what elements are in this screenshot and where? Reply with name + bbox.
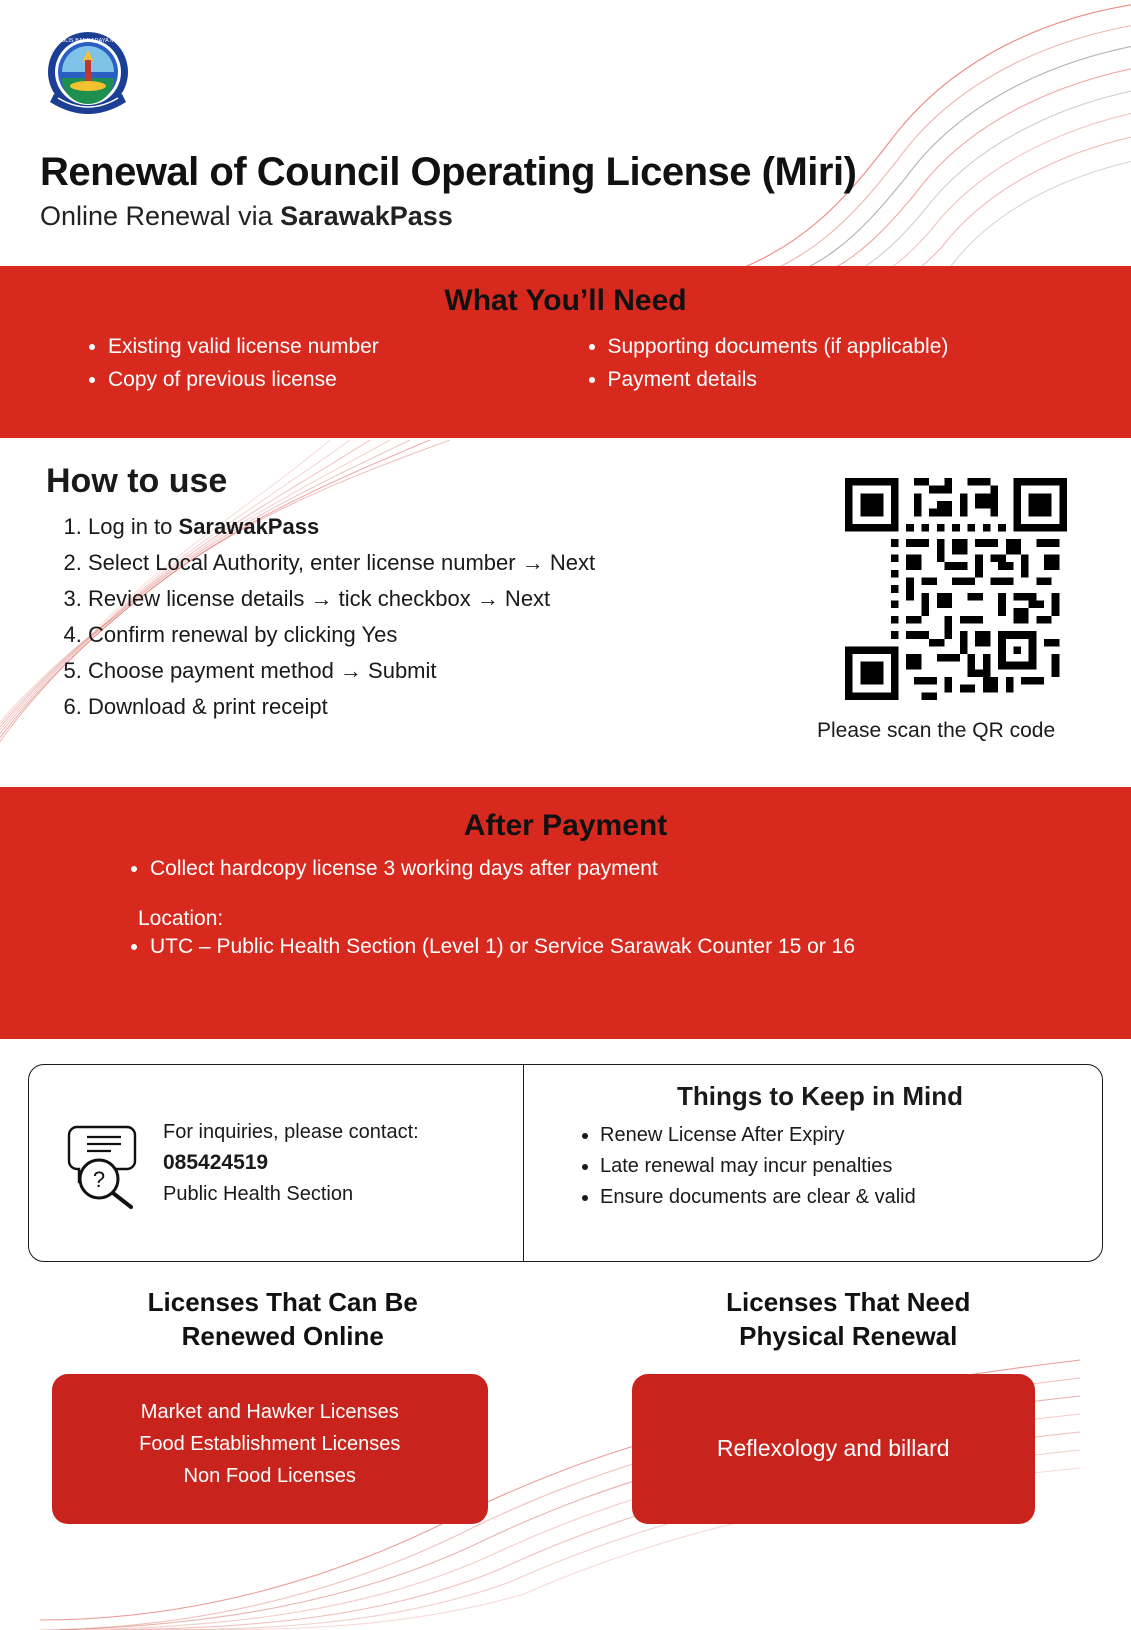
online-licenses-column	[0, 1286, 566, 1524]
how-to-use-steps	[46, 509, 766, 725]
after-payment-title: After Payment	[0, 787, 1131, 843]
council-logo-icon	[42, 28, 134, 124]
contact-block	[29, 1065, 524, 1261]
physical-licenses-column	[566, 1286, 1131, 1524]
title-line-2: Renewed Online	[182, 1321, 384, 1351]
svg-text:MAJLIS BANDARAYA MIRI: MAJLIS BANDARAYA MIRI	[54, 38, 122, 44]
title-line-1: Licenses That Need	[726, 1287, 970, 1317]
what-you-need-title: What You’ll Need	[0, 266, 1131, 318]
title-line-1: Licenses That Can Be	[148, 1287, 418, 1317]
list-item: • Late renewal may incur penalties	[600, 1151, 1082, 1182]
online-licenses-title	[0, 1286, 566, 1354]
physical-licenses-pill	[632, 1374, 1036, 1524]
contact-department: Public Health Section	[163, 1179, 419, 1209]
list-item: • Renew License After Expiry	[600, 1120, 1082, 1151]
contact-line-1: For inquiries, please contact:	[163, 1117, 419, 1147]
list-item: 4. Confirm renewal by clicking Yes	[88, 617, 766, 653]
qr-code-icon[interactable]	[845, 478, 1067, 700]
step-text: Log in to	[88, 514, 179, 539]
list-item: • Collect hardcopy license 3 working days after payment	[150, 857, 1131, 881]
what-you-need-right-list	[574, 330, 1058, 396]
decorative-swirl-top-right	[651, 0, 1131, 290]
keep-in-mind-block	[524, 1065, 1102, 1261]
contact-text	[163, 1117, 419, 1209]
council-logo	[42, 28, 134, 124]
page-title: Renewal of Council Operating License (Miri)	[40, 150, 1091, 195]
list-item: 6. Download & print receipt	[88, 689, 766, 725]
header	[40, 150, 1091, 232]
what-you-need-section	[0, 266, 1131, 438]
after-payment-list	[0, 857, 1131, 881]
list-item: Food Establishment Licenses	[70, 1428, 470, 1460]
subtitle-prefix: Online Renewal via	[40, 201, 280, 231]
location-label: Location:	[138, 907, 1131, 931]
after-payment-location-list	[0, 935, 1131, 959]
contact-phone[interactable]: 085424519	[163, 1147, 419, 1179]
keep-in-mind-list	[558, 1120, 1082, 1213]
info-box	[28, 1064, 1103, 1262]
physical-licenses-title	[566, 1286, 1131, 1354]
after-payment-section	[0, 787, 1131, 1039]
list-item: • Existing valid license number	[108, 330, 558, 363]
keep-in-mind-title: Things to Keep in Mind	[558, 1081, 1082, 1112]
page-subtitle	[40, 201, 1091, 232]
list-item: • UTC – Public Health Section (Level 1) or Service Sarawak Counter 15 or 16	[150, 935, 1131, 959]
list-item: Non Food Licenses	[70, 1460, 470, 1492]
list-item: Reflexology and billard	[717, 1430, 950, 1467]
list-item: • Copy of previous license	[108, 363, 558, 396]
list-item: 5. Choose payment method → Submit	[88, 653, 766, 689]
online-licenses-pill	[52, 1374, 488, 1524]
list-item: • Ensure documents are clear & valid	[600, 1182, 1082, 1213]
list-item: • Supporting documents (if applicable)	[608, 330, 1058, 363]
title-line-2: Physical Renewal	[739, 1321, 957, 1351]
qr-caption: Please scan the QR code	[817, 719, 1047, 743]
what-you-need-left-list	[74, 330, 558, 396]
step-bold: SarawakPass	[179, 514, 320, 539]
list-item: Market and Hawker Licenses	[70, 1396, 470, 1428]
svg-text:?: ?	[93, 1167, 105, 1192]
how-to-use-section	[46, 462, 766, 725]
how-to-use-title: How to use	[46, 462, 766, 501]
list-item: 3. Review license details → tick checkbox → Next	[88, 581, 766, 617]
list-item: 2. Select Local Authority, enter license number → Next	[88, 545, 766, 581]
license-categories	[0, 1286, 1131, 1524]
inquiry-magnifier-icon	[59, 1117, 145, 1209]
list-item	[88, 509, 766, 545]
subtitle-brand: SarawakPass	[280, 201, 453, 231]
qr-block	[841, 478, 1071, 743]
list-item: • Payment details	[608, 363, 1058, 396]
